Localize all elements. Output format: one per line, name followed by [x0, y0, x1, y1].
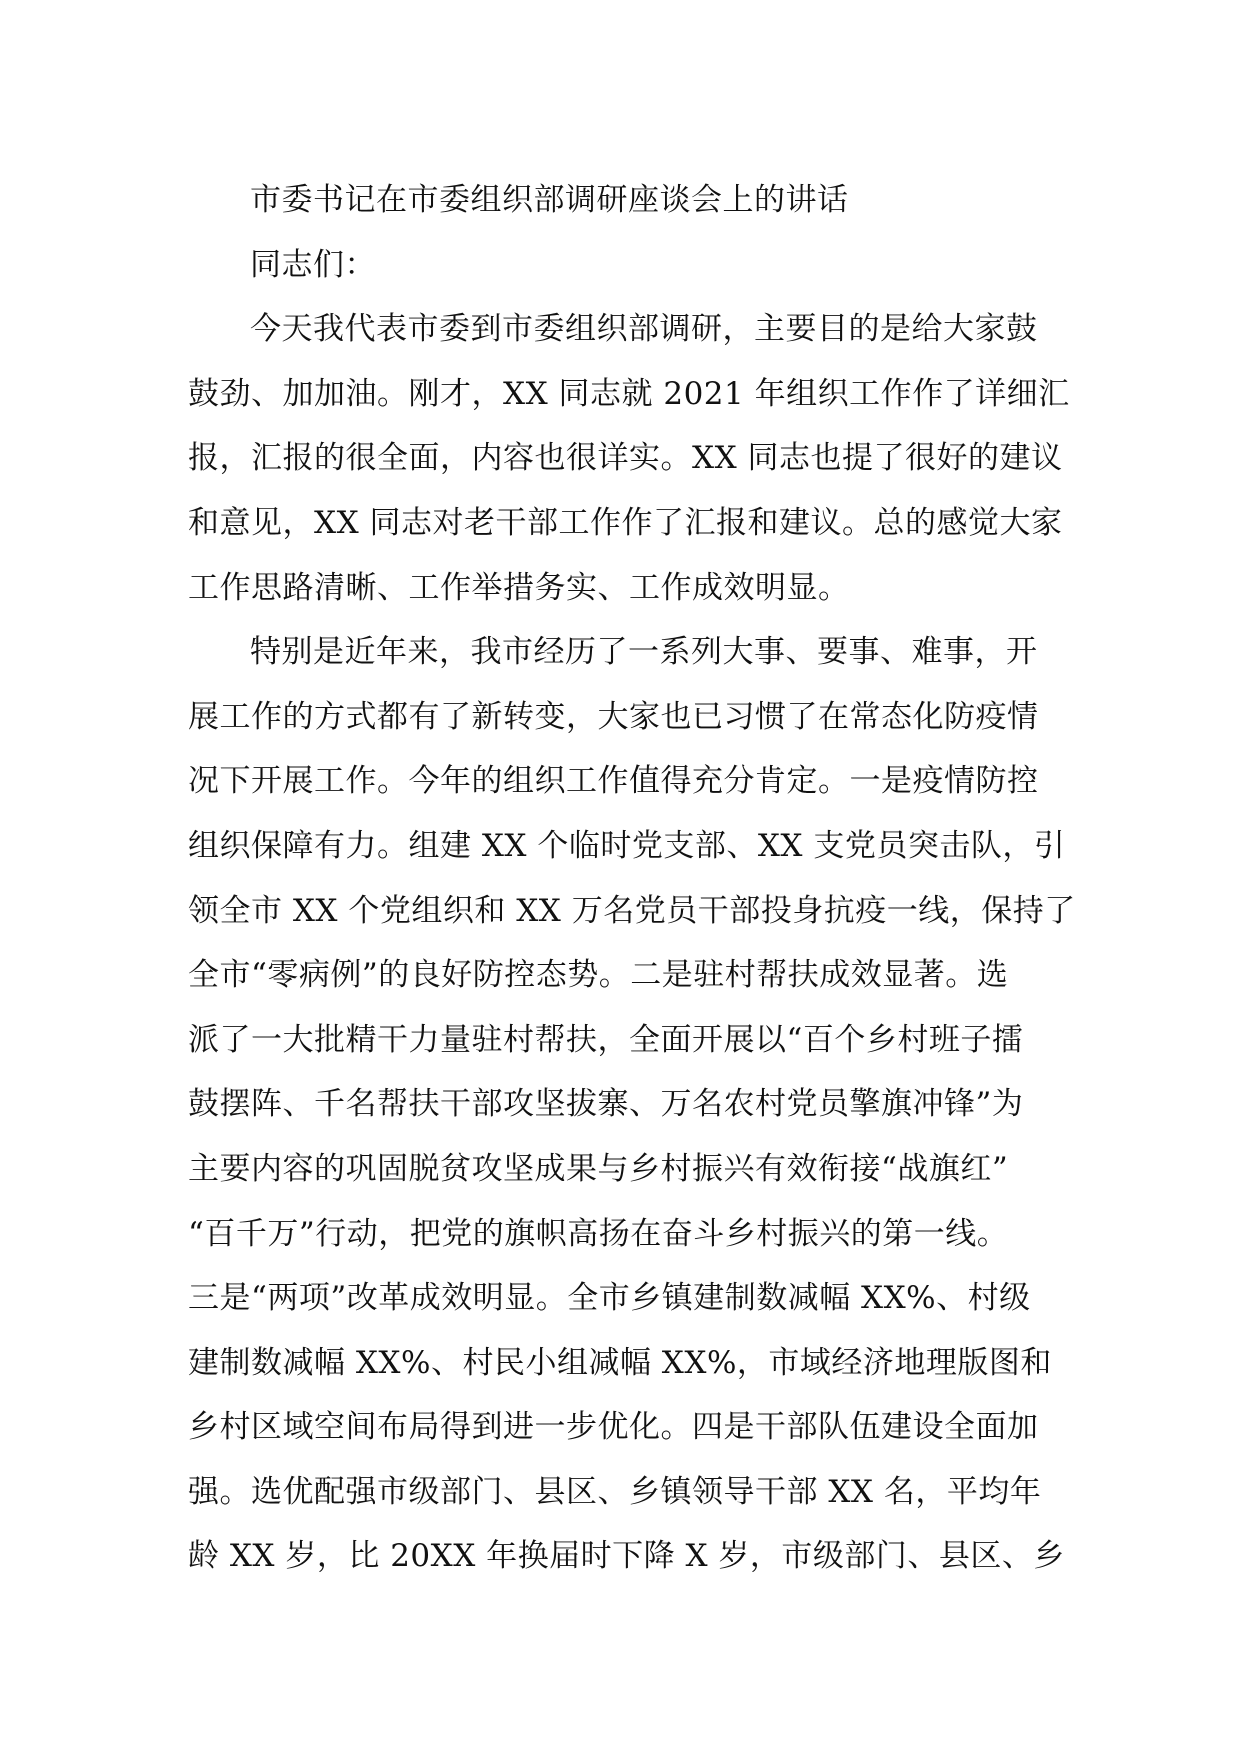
- paragraph-line: 况下开展工作。今年的组织工作值得充分肯定。一是疫情防控: [188, 763, 1039, 800]
- paragraph-line: 派了一大批精干力量驻村帮扶，全面开展以“百个乡村班子擂: [188, 1021, 1024, 1058]
- paragraph-line: 龄 XX 岁，比 20XX 年换届时下降 X 岁，市级部门、县区、乡: [188, 1538, 1065, 1575]
- paragraph-line: 组织保障有力。组建 XX 个临时党支部、XX 支党员突击队，引: [188, 827, 1066, 864]
- paragraph-line: 鼓摆阵、千名帮扶干部攻坚拔寨、万名农村党员擎旗冲锋”为: [188, 1086, 1024, 1123]
- paragraph-line: 和意见，XX 同志对老干部工作作了汇报和建议。总的感觉大家: [188, 504, 1063, 541]
- paragraph-line: “百千万”行动，把党的旗帜高扬在奋斗乡村振兴的第一线。: [188, 1215, 1009, 1252]
- document-body: [188, 168, 1076, 1589]
- paragraph-line: 报，汇报的很全面，内容也很详实。XX 同志也提了很好的建议: [188, 440, 1063, 477]
- paragraph-line: 主要内容的巩固脱贫攻坚成果与乡村振兴有效衔接“战旗红”: [188, 1150, 1009, 1187]
- paragraph-line: 乡村区域空间布局得到进一步优化。四是干部队伍建设全面加: [188, 1409, 1039, 1446]
- paragraph-2: [188, 620, 1076, 1589]
- paragraph-line: 工作思路清晰、工作举措务实、工作成效明显。: [188, 569, 850, 606]
- document-title: 市委书记在市委组织部调研座谈会上的讲话: [250, 182, 849, 218]
- paragraph-line: 展工作的方式都有了新转变，大家也已习惯了在常态化防疫情: [188, 698, 1039, 735]
- paragraph-line: 三是“两项”改革成效明显。全市乡镇建制数减幅 XX%、村级: [188, 1280, 1031, 1317]
- paragraph-line: 强。选优配强市级部门、县区、乡镇领导干部 XX 名，平均年: [188, 1473, 1042, 1510]
- paragraph-line: 领全市 XX 个党组织和 XX 万名党员干部投身抗疫一线，保持了: [188, 892, 1076, 929]
- paragraph-line: 全市“零病例”的良好防控态势。二是驻村帮扶成效显著。选: [188, 957, 1009, 994]
- salutation: 同志们：: [250, 246, 376, 283]
- paragraph-line: 特别是近年来，我市经历了一系列大事、要事、难事，开: [250, 634, 1038, 671]
- paragraph-line: 鼓劲、加加油。刚才，XX 同志就 2021 年组织工作作了详细汇: [188, 375, 1070, 412]
- paragraph-1: [188, 297, 1070, 620]
- paragraph-line: 建制数减幅 XX%、村民小组减幅 XX%，市域经济地理版图和: [188, 1344, 1052, 1381]
- paragraph-line: 今天我代表市委到市委组织部调研，主要目的是给大家鼓: [250, 311, 1038, 348]
